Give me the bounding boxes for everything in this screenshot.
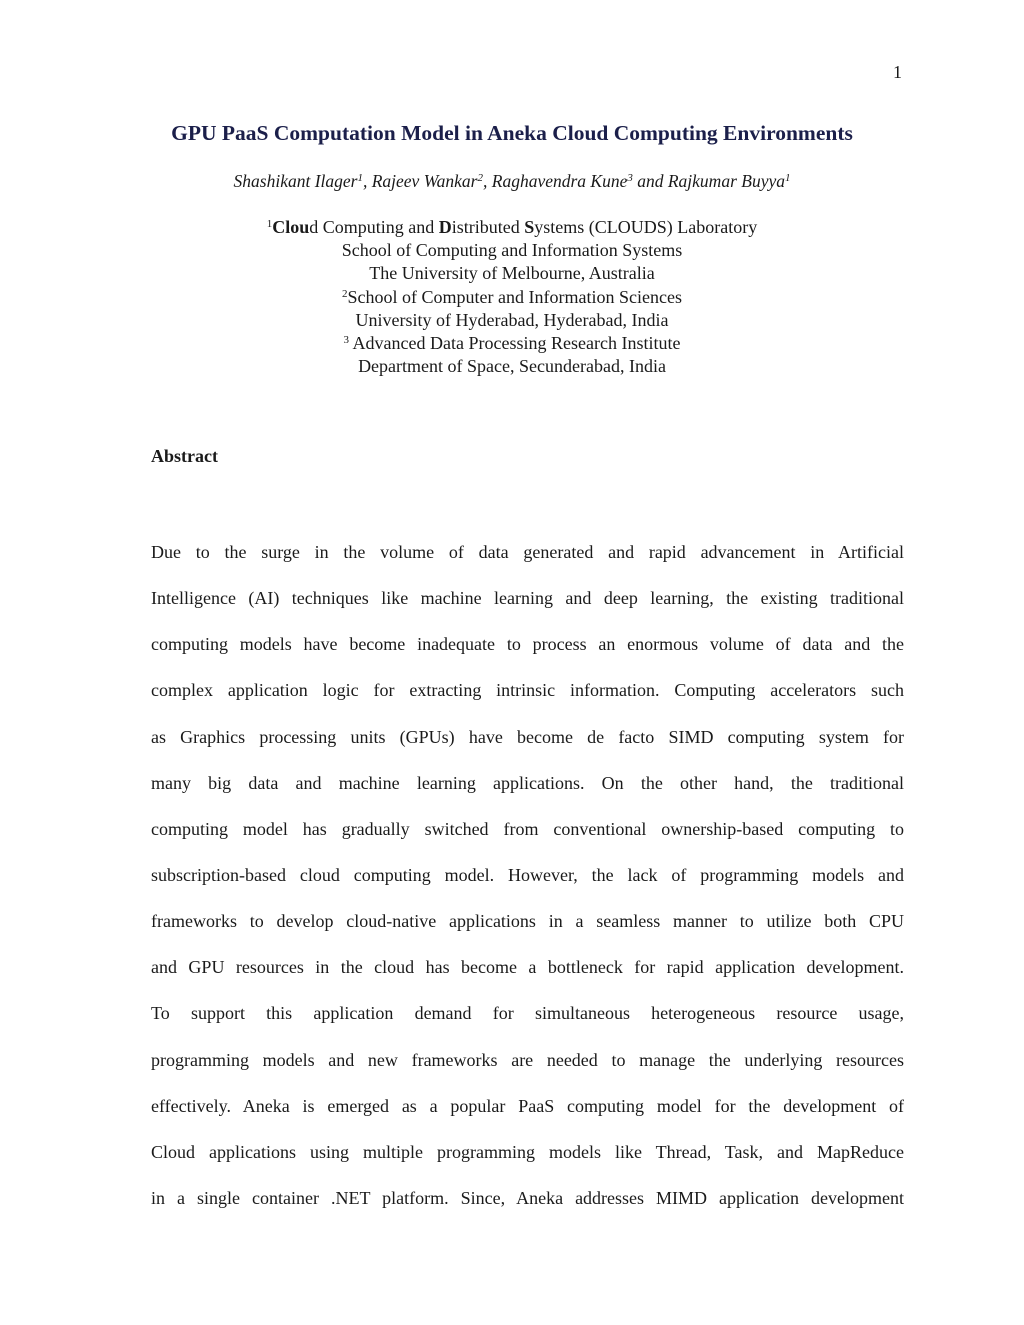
abstract-line: as Graphics processing units (GPUs) have become de facto SIMD computing system for	[151, 726, 904, 747]
affiliation-text: d Computing and	[309, 217, 439, 237]
abstract-line: Cloud applications using multiple programming models like Thread, Task, and MapReduce	[151, 1141, 904, 1162]
abstract-line: computing models have become inadequate to process an enormous volume of data and the	[151, 634, 904, 655]
author-name: Shashikant Ilager	[233, 171, 358, 191]
abstract-line: complex application logic for extracting intrinsic information. Computing accelerators such	[151, 680, 904, 701]
author-affiliation-mark: 1	[784, 172, 791, 184]
affiliation-acronym-letters: D	[438, 217, 452, 237]
author-list	[0, 171, 1024, 192]
affiliation-1-school: School of Computing and Information Systems	[341, 240, 683, 261]
affiliation-acronym-letters: S	[524, 217, 535, 237]
affiliation-1-name	[0, 216, 1024, 239]
author-separator: ,	[483, 171, 492, 191]
author-separator: and	[632, 171, 668, 191]
paper-title: GPU PaaS Computation Model in Aneka Cloud Computing Environments	[171, 121, 853, 145]
affiliation-mark: 3	[343, 334, 350, 347]
author-name: Rajeev Wankar	[371, 171, 478, 191]
abstract-line: Intelligence (AI) techniques like machine learning and deep learning, the existing traditional	[151, 588, 904, 609]
abstract-line: and GPU resources in the cloud has become a bottleneck for rapid application development.	[151, 957, 904, 978]
affiliation-text: ystems (CLOUDS) Laboratory	[534, 217, 758, 237]
abstract-line: many big data and machine learning applications. On the other hand, the traditional	[151, 772, 904, 793]
abstract-line: in a single container .NET platform. Since, Aneka addresses MIMD application development	[151, 1187, 904, 1208]
affiliation-block	[0, 216, 1024, 378]
abstract-line: To support this application demand for simultaneous heterogeneous resource usage,	[151, 1003, 904, 1024]
affiliation-3-institute	[0, 332, 1024, 355]
abstract-line: programming models and new frameworks are needed to manage the underlying resources	[151, 1049, 904, 1070]
affiliation-3-department: Department of Space, Secunderabad, India	[358, 356, 666, 377]
abstract-line: effectively. Aneka is emerged as a popular PaaS computing model for the development of	[151, 1095, 904, 1116]
affiliation-text: School of Computer and Information Sciences	[347, 286, 682, 307]
page-number: 1	[893, 62, 902, 82]
affiliation-1-university: The University of Melbourne, Australia	[369, 263, 655, 284]
affiliation-mark: 1	[266, 218, 273, 230]
abstract-line: subscription-based cloud computing model. However, the lack of programming models and	[151, 864, 904, 885]
abstract-line: computing model has gradually switched from conventional ownership-based computing to	[151, 818, 904, 839]
abstract-line: Due to the surge in the volume of data generated and rapid advancement in Artificial	[151, 542, 904, 562]
author-name: Rajkumar Buyya	[667, 171, 785, 191]
author-name: Raghavendra Kune	[491, 171, 628, 191]
affiliation-acronym-letters: Clou	[272, 217, 310, 237]
affiliation-2-university: University of Hyderabad, Hyderabad, India	[355, 309, 669, 330]
author-affiliation-mark: 3	[627, 172, 633, 184]
affiliation-text: istributed	[451, 217, 525, 237]
abstract-line: frameworks to develop cloud-native applications in a seamless manner to utilize both CPU	[151, 911, 904, 932]
affiliation-2-school	[0, 286, 1024, 309]
author-affiliation-mark: 2	[477, 172, 483, 184]
author-affiliation-mark: 1	[357, 172, 363, 184]
abstract-heading: Abstract	[151, 446, 218, 466]
author-separator: ,	[362, 171, 372, 191]
abstract-body	[151, 529, 904, 1221]
affiliation-text: Advanced Data Processing Research Institute	[349, 333, 681, 354]
affiliation-mark: 2	[342, 287, 348, 300]
